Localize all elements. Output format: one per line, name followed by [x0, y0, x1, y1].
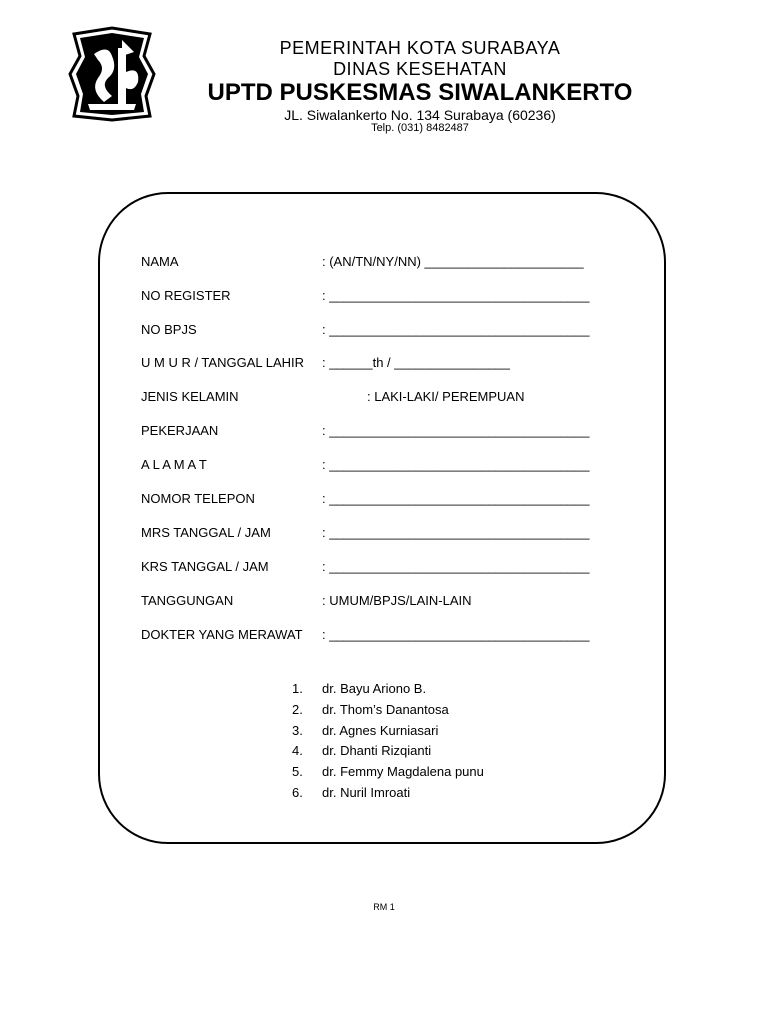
form-code: RM 1 [373, 902, 395, 912]
city-crest-icon [68, 26, 156, 122]
list-number: 4. [292, 743, 303, 758]
form-value[interactable]: : (AN/TN/NY/NN) ______________________ [322, 254, 584, 269]
form-label: U M U R / TANGGAL LAHIR [141, 355, 305, 370]
header-title: UPTD PUSKESMAS SIWALANKERTO [207, 79, 633, 106]
list-number: 3. [292, 723, 303, 738]
form-value[interactable]: : ____________________________________ [322, 559, 590, 574]
doctor-name: dr. Nuril Imroati [322, 785, 411, 800]
form-value[interactable]: : ______th / ________________ [322, 355, 510, 370]
form-label: JENIS KELAMIN [141, 389, 239, 404]
header-government: PEMERINTAH KOTA SURABAYA [279, 38, 561, 58]
form-label: A L A M A T [141, 457, 207, 472]
header-department: DINAS KESEHATAN [333, 59, 507, 79]
form-label: PEKERJAAN [141, 423, 219, 438]
form-value[interactable]: : ____________________________________ [322, 423, 590, 438]
list-number: 1. [292, 681, 303, 696]
form-value[interactable]: : LAKI-LAKI/ PEREMPUAN [367, 389, 525, 404]
doctor-name: dr. Femmy Magdalena punu [322, 764, 484, 779]
form-label: DOKTER YANG MERAWAT [141, 627, 303, 642]
form-label: NO REGISTER [141, 288, 231, 303]
doctor-name: dr. Dhanti Rizqianti [322, 743, 432, 758]
form-value[interactable]: : ____________________________________ [322, 525, 590, 540]
list-number: 6. [292, 785, 303, 800]
list-number: 2. [292, 702, 303, 717]
form-value[interactable]: : ____________________________________ [322, 627, 590, 642]
form-value[interactable]: : ____________________________________ [322, 288, 590, 303]
form-label: TANGGUNGAN [141, 593, 234, 608]
doctor-name: dr. Thom’s Danantosa [322, 702, 449, 717]
form-value[interactable]: : ____________________________________ [322, 457, 590, 472]
list-number: 5. [292, 764, 303, 779]
form-label: MRS TANGGAL / JAM [141, 525, 271, 540]
form-label: KRS TANGGAL / JAM [141, 559, 269, 574]
form-label: NO BPJS [141, 322, 197, 337]
form-value[interactable]: : ____________________________________ [322, 491, 590, 506]
form-label: NOMOR TELEPON [141, 491, 255, 506]
header-phone: Telp. (031) 8482487 [371, 122, 469, 134]
header-address: JL. Siwalankerto No. 134 Surabaya (60236) [284, 107, 556, 123]
form-value[interactable]: : UMUM/BPJS/LAIN-LAIN [322, 593, 472, 608]
form-label: NAMA [141, 254, 179, 269]
form-value[interactable]: : ____________________________________ [322, 322, 590, 337]
doctor-name: dr. Bayu Ariono B. [322, 681, 427, 696]
doctor-name: dr. Agnes Kurniasari [322, 723, 439, 738]
